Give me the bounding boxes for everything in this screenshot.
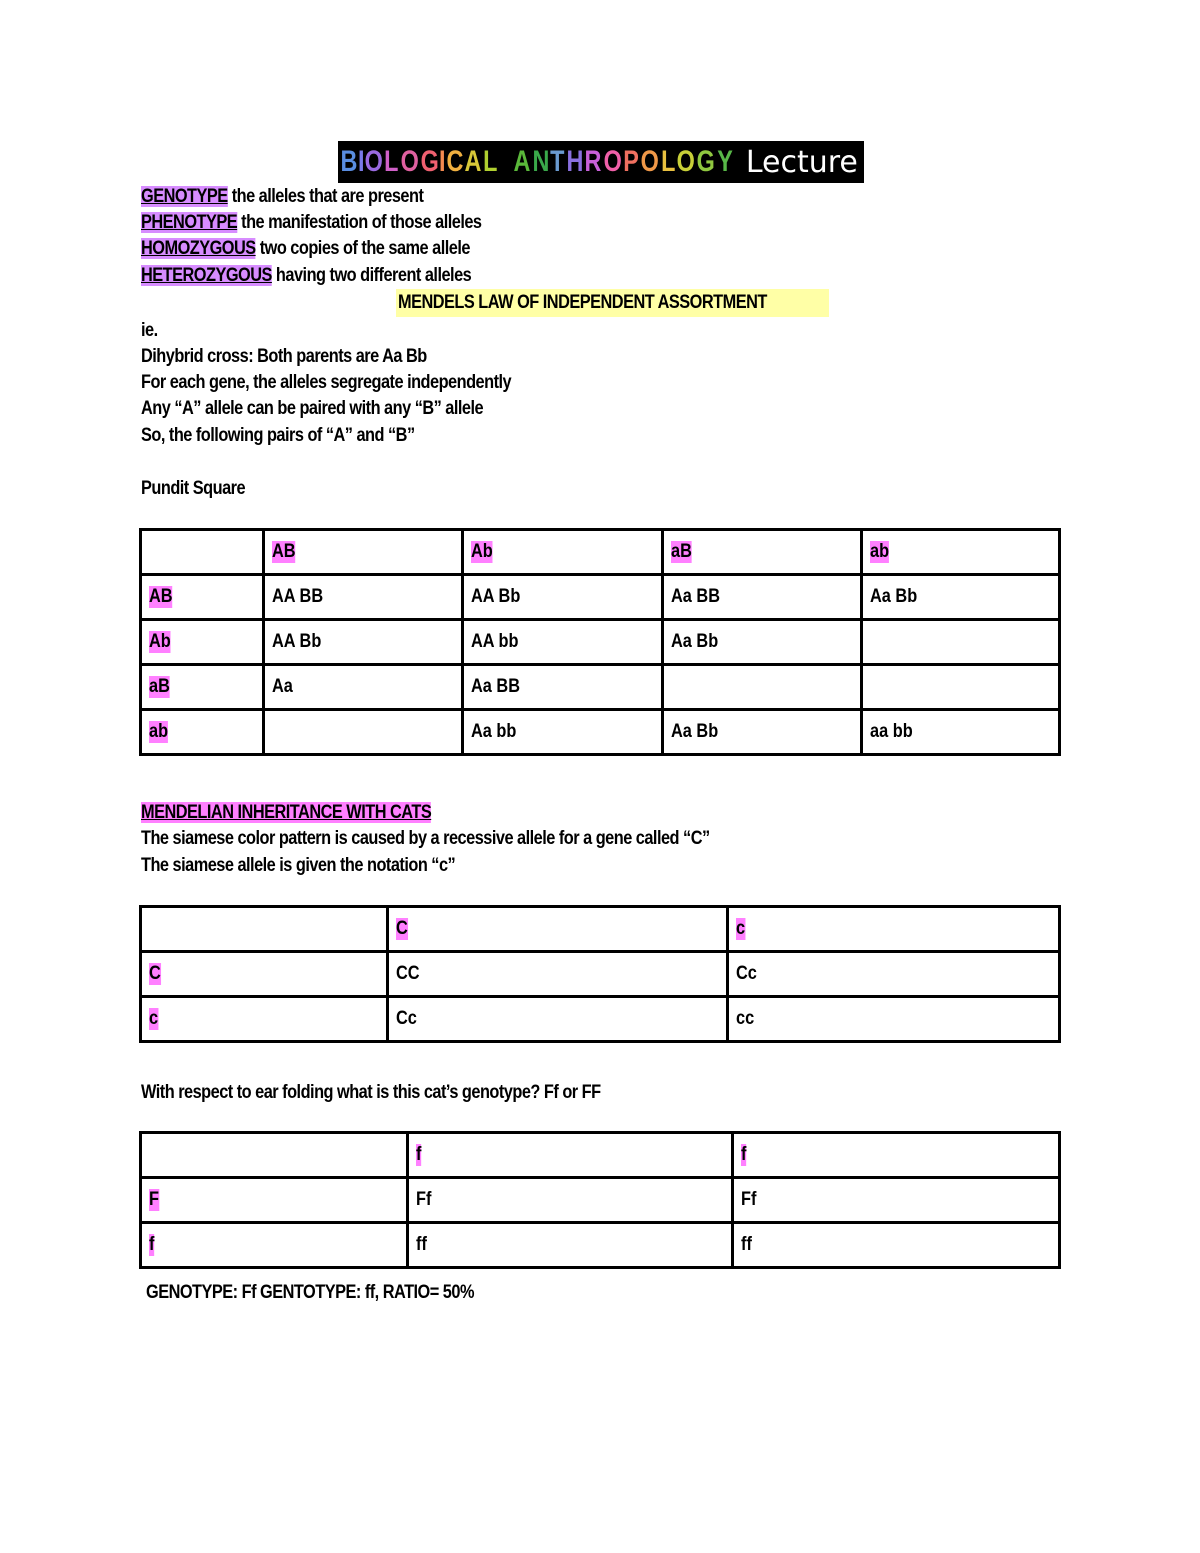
dihybrid-punnett-table bbox=[139, 528, 1061, 756]
table-row-label: aB bbox=[141, 665, 264, 710]
table-header-cell: f bbox=[408, 1133, 733, 1178]
table-cell: Aa Bb bbox=[862, 575, 1060, 620]
mendel-law-heading: MENDELS LAW OF INDEPENDENT ASSORTMENT bbox=[396, 289, 829, 317]
table-cell: AA BB bbox=[264, 575, 463, 620]
table-corner-cell bbox=[141, 907, 388, 952]
definition-homozygous bbox=[141, 236, 524, 262]
table-header-cell: Ab bbox=[463, 530, 663, 575]
table-cell bbox=[264, 710, 463, 755]
table-header-cell: AB bbox=[264, 530, 463, 575]
title-letter: R bbox=[584, 145, 603, 178]
definition-term: GENOTYPE bbox=[141, 186, 228, 207]
table-corner-cell bbox=[141, 530, 264, 575]
table-header-row bbox=[141, 530, 1060, 575]
table-corner-cell bbox=[141, 1133, 408, 1178]
title-letter: N bbox=[532, 145, 550, 178]
table-cell: Aa BB bbox=[463, 665, 663, 710]
genotype-ratio-footer: GENOTYPE: Ff GENTOTYPE: ff, RATIO= 50% bbox=[146, 1282, 474, 1303]
table-row-label: F bbox=[141, 1178, 408, 1223]
definition-text: the alleles that are present bbox=[227, 186, 424, 207]
title-letter: I bbox=[357, 145, 365, 178]
table-cell: Cc bbox=[728, 952, 1060, 997]
definition-text: the manifestation of those alleles bbox=[237, 212, 482, 233]
definition-text: having two different alleles bbox=[271, 265, 472, 286]
table-cell: Aa Bb bbox=[663, 620, 862, 665]
table-header-cell: ab bbox=[862, 530, 1060, 575]
title-letter: Y bbox=[717, 145, 734, 178]
table-row-label: c bbox=[141, 997, 388, 1042]
title-letter: T bbox=[550, 145, 566, 178]
table-cell: aa bb bbox=[862, 710, 1060, 755]
table-cell bbox=[862, 620, 1060, 665]
table-header-cell: aB bbox=[663, 530, 862, 575]
title-letter: L bbox=[483, 145, 499, 178]
table-row-label: C bbox=[141, 952, 388, 997]
definition-term: HOMOZYGOUS bbox=[141, 238, 256, 259]
body-line-segregate: For each gene, the alleles segregate independently bbox=[141, 372, 512, 393]
ear-fold-punnett-table bbox=[139, 1131, 1061, 1269]
table-header-cell: f bbox=[733, 1133, 1060, 1178]
table-cell: AA Bb bbox=[463, 575, 663, 620]
definition-genotype bbox=[141, 184, 469, 210]
body-line-pairing: Any “A” allele can be paired with any “B” allele bbox=[141, 398, 484, 419]
table-row bbox=[141, 710, 1060, 755]
table-row bbox=[141, 952, 1060, 997]
table-header-cell: C bbox=[388, 907, 728, 952]
definition-heterozygous bbox=[141, 263, 525, 289]
body-line-dihybrid: Dihybrid cross: Both parents are Aa Bb bbox=[141, 346, 427, 367]
title-letter: I bbox=[439, 145, 447, 178]
body-line-pundit-square: Pundit Square bbox=[141, 478, 246, 499]
title-letter: O bbox=[676, 145, 696, 178]
body-line-ie: ie. bbox=[141, 320, 158, 341]
definition-phenotype bbox=[141, 210, 537, 236]
table-cell: ff bbox=[408, 1223, 733, 1268]
table-cell: ff bbox=[733, 1223, 1060, 1268]
table-cell: Cc bbox=[388, 997, 728, 1042]
table-cell: AA Bb bbox=[264, 620, 463, 665]
document-title bbox=[338, 141, 864, 183]
cats-heading: MENDELIAN INHERITANCE WITH CATS bbox=[141, 802, 432, 823]
table-header-row bbox=[141, 907, 1060, 952]
title-letter: O bbox=[641, 145, 661, 178]
table-cell: AA bb bbox=[463, 620, 663, 665]
title-letter: A bbox=[513, 145, 532, 178]
title-suffix: Lecture bbox=[745, 144, 858, 180]
title-letter bbox=[498, 145, 513, 179]
table-cell: Ff bbox=[408, 1178, 733, 1223]
title-letter: O bbox=[603, 145, 623, 178]
title-letter: B bbox=[340, 145, 359, 178]
title-letter: L bbox=[660, 145, 676, 178]
definition-text: two copies of the same allele bbox=[255, 238, 470, 259]
title-letter: P bbox=[623, 145, 641, 178]
table-cell: Aa BB bbox=[663, 575, 862, 620]
title-letter: H bbox=[566, 145, 584, 178]
table-row-label: ab bbox=[141, 710, 264, 755]
cats-line-2: The siamese allele is given the notation “c” bbox=[141, 855, 456, 876]
table-row bbox=[141, 575, 1060, 620]
table-cell bbox=[862, 665, 1060, 710]
table-cell: Aa bb bbox=[463, 710, 663, 755]
body-line-pairs: So, the following pairs of “A” and “B” bbox=[141, 425, 415, 446]
table-row-label: f bbox=[141, 1223, 408, 1268]
definition-term: HETEROZYGOUS bbox=[141, 265, 272, 286]
title-colored-letters bbox=[340, 145, 734, 179]
table-header-cell: c bbox=[728, 907, 1060, 952]
title-letter: C bbox=[446, 145, 464, 178]
cats-line-1: The siamese color pattern is caused by a recessive allele for a gene called “C” bbox=[141, 828, 710, 849]
table-cell: CC bbox=[388, 952, 728, 997]
title-letter: O bbox=[400, 145, 420, 178]
table-cell: Aa bbox=[264, 665, 463, 710]
cat-color-punnett-table bbox=[139, 905, 1061, 1043]
title-letter: L bbox=[384, 145, 400, 178]
title-letter: G bbox=[420, 145, 440, 178]
ear-folding-question: With respect to ear folding what is this cat’s genotype? Ff or FF bbox=[141, 1082, 601, 1103]
table-row-label: AB bbox=[141, 575, 264, 620]
title-letter: O bbox=[364, 145, 384, 178]
table-row bbox=[141, 665, 1060, 710]
table-header-row bbox=[141, 1133, 1060, 1178]
title-letter: G bbox=[697, 145, 717, 178]
table-row bbox=[141, 1223, 1060, 1268]
table-cell bbox=[663, 665, 862, 710]
table-cell: cc bbox=[728, 997, 1060, 1042]
table-row bbox=[141, 620, 1060, 665]
table-row bbox=[141, 1178, 1060, 1223]
table-row-label: Ab bbox=[141, 620, 264, 665]
title-letter: A bbox=[464, 145, 483, 178]
table-cell: Ff bbox=[733, 1178, 1060, 1223]
table-cell: Aa Bb bbox=[663, 710, 862, 755]
definition-term: PHENOTYPE bbox=[141, 212, 238, 233]
table-row bbox=[141, 997, 1060, 1042]
